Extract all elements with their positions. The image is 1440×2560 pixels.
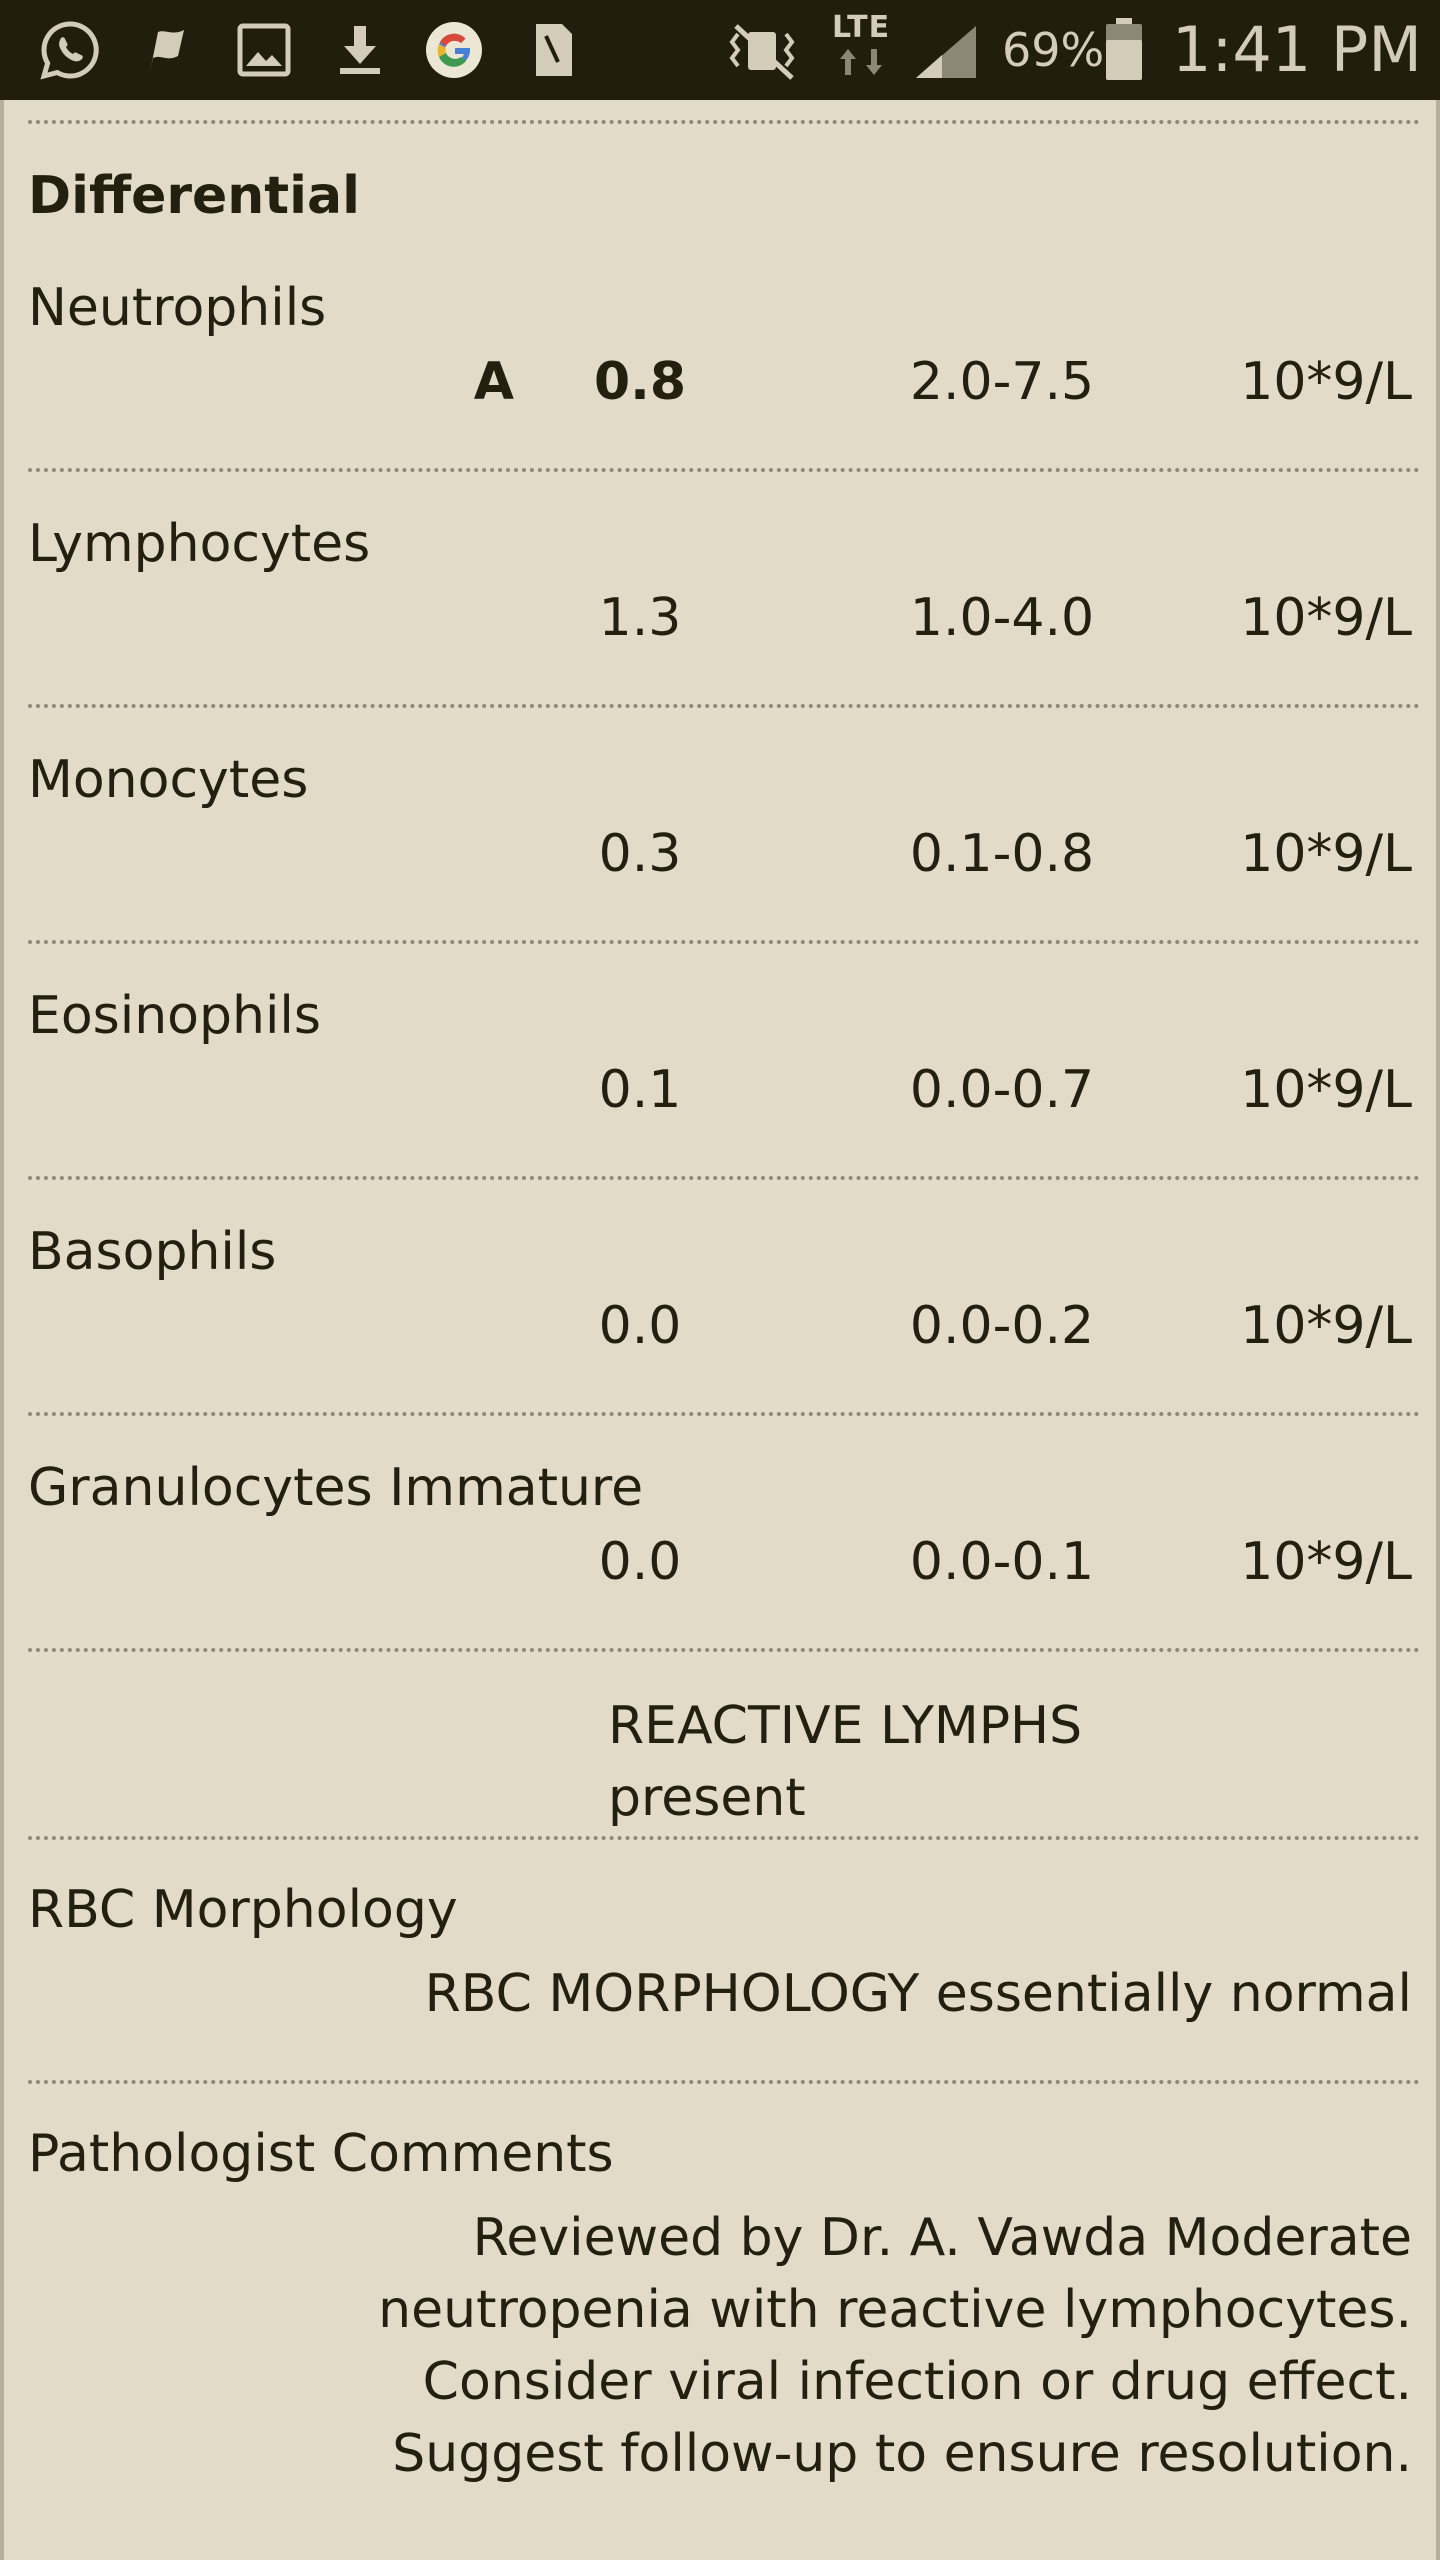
vibrate-mute-icon [716,18,816,82]
result-unit: 10*9/L [1240,1060,1412,1120]
divider [28,468,1420,472]
divider [28,1648,1420,1652]
battery-icon [1102,18,1146,82]
divider [28,704,1420,708]
note-line: REACTIVE LYMPHS [608,1696,1083,1756]
image-icon [232,18,296,82]
result-value: 0.0 [598,1296,682,1356]
result-unit: 10*9/L [1240,588,1412,648]
test-name: Monocytes [28,750,309,810]
rbc-morphology-value: RBC MORPHOLOGY essentially normal [424,1964,1412,2024]
battery-percent: 69% [1002,23,1105,77]
download-icon [328,18,392,82]
sd-card-icon [520,18,584,82]
result-value: 0.1 [598,1060,682,1120]
clock: 1:41 PM [1172,13,1422,86]
result-unit: 10*9/L [1240,352,1412,412]
status-bar [0,0,1440,100]
reference-range: 1.0-4.0 [909,588,1095,648]
lab-report[interactable] [0,100,1440,2560]
result-value: 0.8 [593,352,687,412]
data-arrows-icon [832,45,892,79]
reference-range: 0.0-0.7 [909,1060,1095,1120]
divider [28,1836,1420,1840]
divider [28,1412,1420,1416]
result-unit: 10*9/L [1240,824,1412,884]
divider [28,1176,1420,1180]
divider [28,120,1420,124]
result-value: 0.3 [598,824,682,884]
test-name: Granulocytes Immature [28,1458,644,1518]
result-unit: 10*9/L [1240,1532,1412,1592]
divider [28,2080,1420,2084]
rbc-morphology-label: RBC Morphology [28,1880,458,1940]
lte-label: LTE [832,10,891,45]
result-value: 0.0 [598,1532,682,1592]
whatsapp-icon [38,18,102,82]
reference-range: 0.0-0.1 [909,1532,1095,1592]
divider [28,940,1420,944]
signal-icon [912,18,984,82]
test-name: Neutrophils [28,278,327,338]
flag-icon [136,18,200,82]
test-name: Basophils [28,1222,277,1282]
reference-range: 0.1-0.8 [909,824,1095,884]
result-unit: 10*9/L [1240,1296,1412,1356]
note-line: present [608,1768,806,1828]
reference-range: 2.0-7.5 [909,352,1095,412]
test-name: Lymphocytes [28,514,371,574]
reactive-lymphs-note [608,1690,1082,1834]
pathologist-comment: Reviewed by Dr. A. Vawda Moderate neutropenia with reactive lymphocytes. Consider viral infection or drug effect. Suggest follow-up to ensure resolution. [378,2208,1412,2484]
section-title: Differential [28,166,360,226]
test-name: Eosinophils [28,986,321,1046]
result-value: 1.3 [598,588,682,648]
pathologist-comments-label: Pathologist Comments [28,2124,614,2184]
reference-range: 0.0-0.2 [909,1296,1095,1356]
lte-icon [832,10,892,87]
google-icon [422,18,486,82]
abnormal-flag: A [473,352,514,412]
